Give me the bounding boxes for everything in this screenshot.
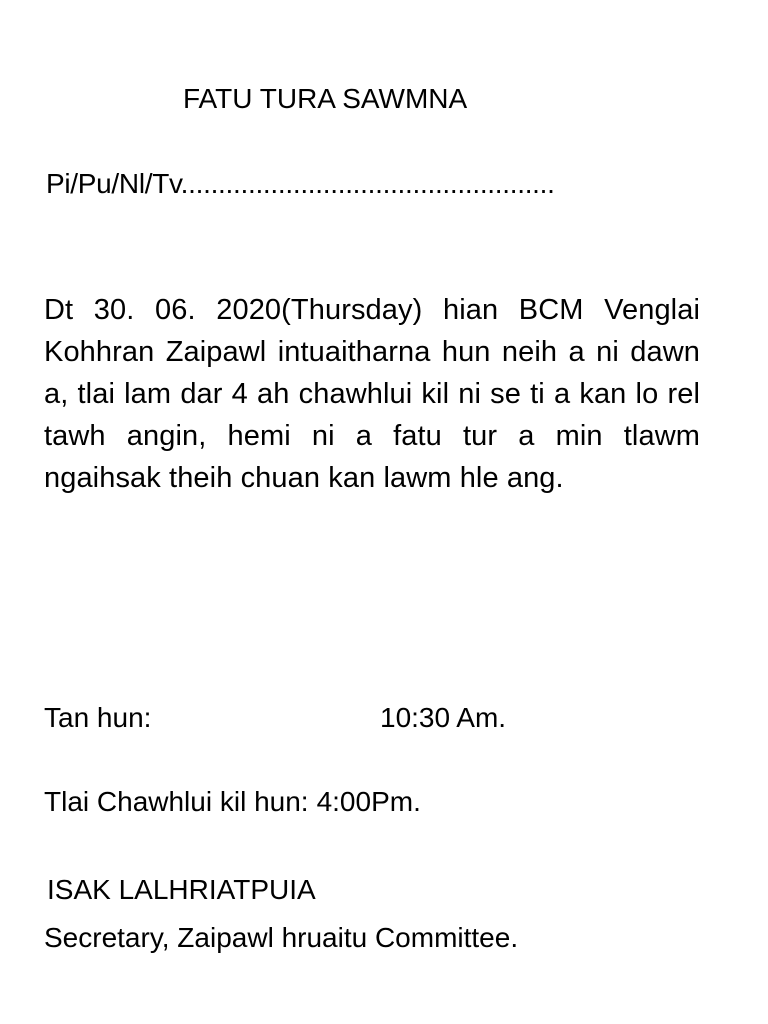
notice-title: FATU TURA SAWMNA bbox=[183, 83, 468, 114]
schedule-start-value: 10:30 Am. bbox=[380, 702, 507, 733]
schedule-prayer-time bbox=[44, 785, 421, 819]
schedule-start-label: Tan hun: bbox=[44, 702, 152, 733]
recipient-address-line: Pi/Pu/Nl/Tv.................................................. bbox=[46, 168, 555, 199]
notice-body: Dt 30. 06. 2020(Thursday) hian BCM Venglai Kohhran Zaipawl intuaitharna hun neih a ni dawn a, tlai lam dar 4 ah chawhlui kil ni se ti a kan lo rel tawh angin, hemi ni a fatu tur a min tlawm ngaihsak theih chuan kan lawm hle ang. bbox=[44, 294, 700, 494]
schedule-prayer-value: 4:00Pm. bbox=[316, 786, 421, 817]
signer-name: ISAK LALHRIATPUIA bbox=[47, 874, 316, 905]
schedule-start-time bbox=[44, 701, 506, 735]
signer-designation: Secretary, Zaipawl hruaitu Committee. bbox=[44, 922, 519, 953]
schedule-prayer-label: Tlai Chawhlui kil hun: bbox=[44, 786, 309, 817]
